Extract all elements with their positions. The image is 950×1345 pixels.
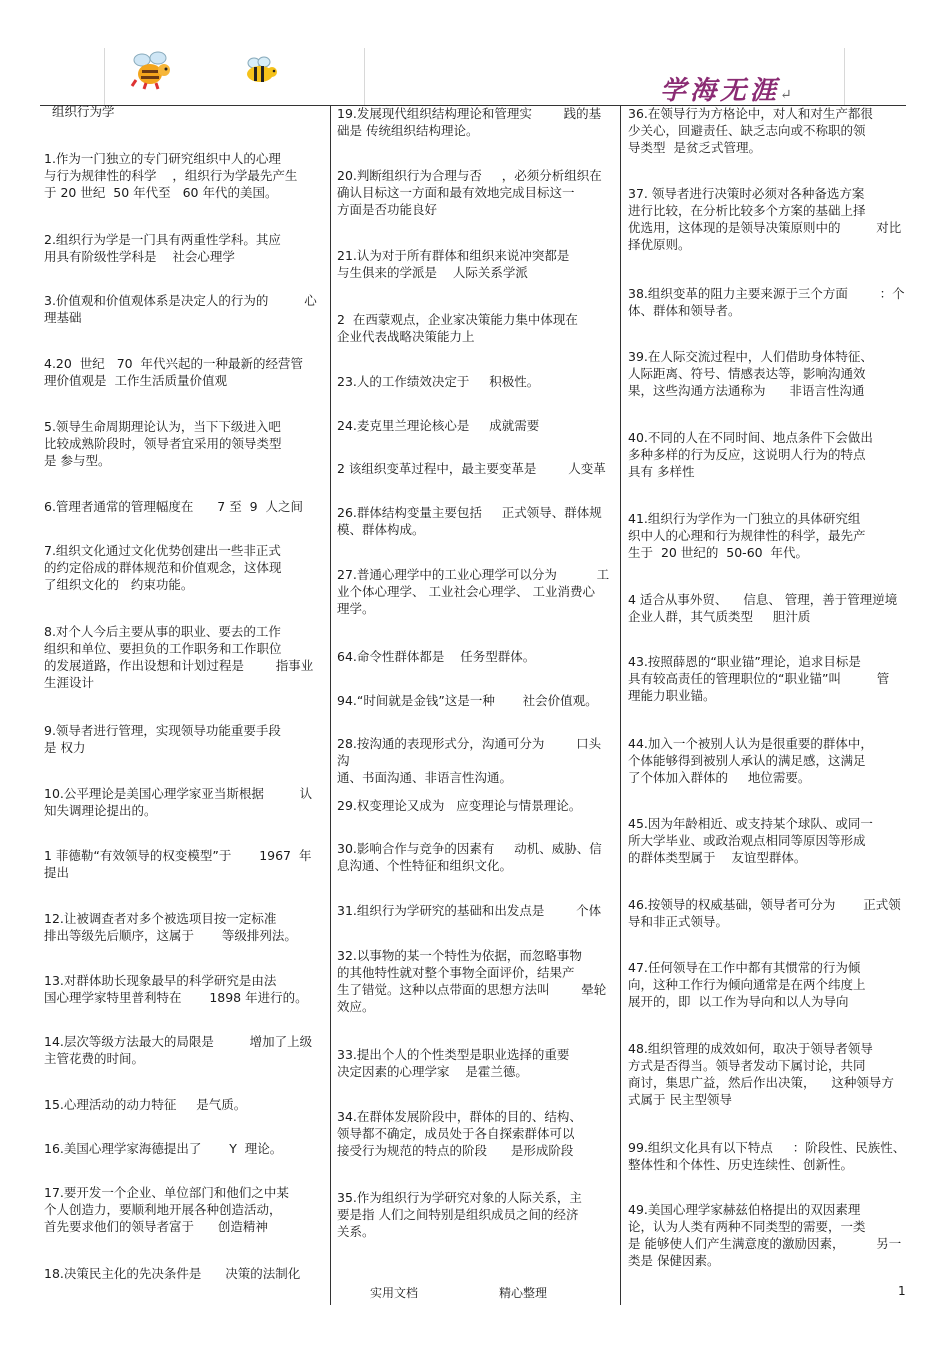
question-item: 45.因为年龄相近、或支持某个球队、或同一 所大学毕业、或政治观点相同等原因等形成 的群体类型属于 友谊型群体。	[628, 816, 873, 865]
question-item: 47.任何领导在工作中都有其惯常的行为倾 向，这种工作行为倾向通常是在两个纬度上 展开的，即 以工作为导向和以人为导向	[628, 960, 866, 1009]
question-item: 5.领导生命周期理论认为，当下下级进入吧 比较成熟阶段时，领导者宜采用的领导类型 是 参与型。	[44, 419, 282, 468]
question-item: 6.管理者通常的管理幅度在 7 至 9 人之间	[44, 499, 304, 514]
question-item: 9.领导者进行管理，实现领导功能重要手段 是 权力	[44, 723, 281, 755]
question-item: 21.认为对于所有群体和组织来说冲突都是 与生俱来的学派是 人际关系学派	[337, 248, 570, 280]
question-item: 36.在领导行为方格论中，对人和对生产都很 少关心，回避责任、缺乏志向或不称职的领 导类型 是贫乏式管理。	[628, 106, 873, 155]
question-item: 23.人的工作绩效决定于 积极性。	[337, 374, 540, 389]
question-item: 17.要开发一个企业、单位部门和他们之中某 个人创造力，要顺利地开展各种创造活动， 首先要求他们的领导者富于 创造精神	[44, 1185, 289, 1234]
question-item: 2.组织行为学是一门具有两重性学科。其应 用具有阶级性学科是 社会心理学	[44, 232, 281, 264]
question-item: 4.20 世纪 70 年代兴起的一种最新的经营管 理价值观是 工作生活质量价值观	[44, 356, 304, 388]
question-item: 40.不同的人在不同时间、地点条件下会做出 多种多样的行为反应，这说明人行为的特点 具有 多样性	[628, 430, 873, 479]
question-item: 33.提出个人的个性类型是职业选择的重要 决定因素的心理学家 是霍兰德。	[337, 1047, 570, 1079]
question-item: 28.按沟通的表现形式分，沟通可分为 口头沟 通、书面沟通、非语言性沟通。	[337, 736, 602, 785]
header-faint-rule-right	[844, 48, 845, 105]
page-number: 1	[898, 1284, 906, 1298]
question-item: 49.美国心理学家赫兹伯格提出的双因素理 论，认为人类有两种不同类型的需要，一类 是 能够使人们产生满意度的激励因素， 另一 类是 保健因素。	[628, 1202, 902, 1268]
question-item: 1.作为一门独立的专门研究组织中人的心理 与行为规律性的科学 ，组织行为学最先产生 于 20 世纪 50 年代至 60 年代的美国。	[44, 151, 298, 200]
return-mark-icon: ↵	[780, 87, 796, 103]
question-item: 46.按领导的权威基础，领导者可分为 正式领 导和非正式领导。	[628, 897, 901, 929]
question-item: 19.发展现代组织结构理论和管理实 践的基 础是 传统组织结构理论。	[337, 106, 602, 138]
question-item: 10.公平理论是美国心理学家亚当斯根据 认 知失调理论提出的。	[44, 786, 313, 818]
question-item: 30.影响合作与竞争的因素有 动机、威胁、信 息沟通、个性特征和组织文化。	[337, 841, 602, 873]
footer-left-text: 实用文档	[370, 1286, 419, 1300]
question-item: 13.对群体助长现象最早的科学研究是由法 国心理学家特里普利特在 1898 年进行的。	[44, 973, 308, 1005]
question-item: 29.权变理论又成为 应变理论与情景理论。	[337, 798, 582, 813]
question-item: 20.判断组织行为合理与否 ，必须分析组织在 确认目标这一方面和最有效地完成目标这一 方面是否功能良好	[337, 168, 602, 217]
question-item: 48.组织管理的成效如何，取决于领导者领导 方式是否得当。领导者发动下属讨论，共同 商讨，集思广益，然后作出决策， 这种领导方 式属于 民主型领导	[628, 1041, 894, 1107]
question-item: 94.“时间就是金钱”这是一种 社会价值观。	[337, 693, 598, 708]
question-item: 43.按照薛恩的“职业锚”理论，追求目标是 具有较高责任的管理职位的“职业锚”叫 管 理能力职业锚。	[628, 654, 890, 703]
question-item: 8.对个人今后主要从事的职业、要去的工作 组织和单位、要担负的工作职务和工作职位 的发展道路，作出设想和计划过程是 指事业 生涯设计	[44, 624, 314, 690]
question-item: 1 菲德勒“有效领导的权变模型”于 1967 年 提出	[44, 848, 312, 880]
question-item: 26.群体结构变量主要包括 正式领导、群体规 模、群体构成。	[337, 505, 602, 537]
question-item: 31.组织行为学研究的基础和出发点是 个体	[337, 903, 602, 918]
question-item: 41.组织行为学作为一门独立的具体研究组 织中人的心理和行为规律性的科学，最先产 生于 20 世纪的 50-60 年代。	[628, 511, 866, 560]
question-item: 99.组织文化具有以下特点 ：阶段性、民族性、 整体性和个体性、历史连续性、创新性。	[628, 1140, 906, 1172]
question-item: 2 在西蒙观点，企业家决策能力集中体现在 企业代表战略决策能力上	[337, 312, 578, 344]
question-item: 39.在人际交流过程中，人们借助身体特征、 人际距离、符号、情感表达等，影响沟通效 果，这些沟通方法通称为 非语言性沟通	[628, 349, 873, 398]
question-item: 18.决策民主化的先决条件是 决策的法制化	[44, 1266, 301, 1281]
question-item: 34.在群体发展阶段中，群体的目的、结构、 领导都不确定，成员处于各自探索群体可以 接受行为规范的特点的阶段 是形成阶段	[337, 1109, 582, 1158]
question-item: 14.层次等级方法最大的局限是 增加了上级 主管花费的时间。	[44, 1034, 313, 1066]
question-item: 24.麦克里兰理论核心是 成就需要	[337, 418, 540, 433]
question-item: 15.心理活动的动力特征 是气质。	[44, 1097, 247, 1112]
column-divider-left	[330, 105, 331, 1305]
question-item: 4 适合从事外贸、 信息、 管理，善于管理逆境 企业人群，其气质类型 胆汁质	[628, 592, 898, 624]
bee-mascot-icon	[128, 50, 176, 90]
brand-logo-text: 学海无涯	[660, 76, 781, 106]
small-bee-icon	[242, 56, 280, 84]
question-item: 12.让被调查者对多个被选项目按一定标准 排出等级先后顺序，这属于 等级排列法。	[44, 911, 297, 943]
question-item: 38.组织变革的阻力主要来源于三个方面 ：个 体、群体和领导者。	[628, 286, 905, 318]
column-heading: 组织行为学	[52, 104, 115, 119]
question-item: 7.组织文化通过文化优势创建出一些非正式 的约定俗成的群体规范和价值观念，这体现 了组织文化的 约束功能。	[44, 543, 282, 592]
question-item: 3.价值观和价值观体系是决定人的行为的 心 理基础	[44, 293, 317, 325]
brand-logo	[660, 70, 796, 107]
question-item: 64.命令性群体都是 任务型群体。	[337, 649, 536, 664]
question-item: 37. 领导者进行决策时必须对各种备选方案 进行比较，在分析比较多个方案的基础上择 优选用，这体现的是领导决策原则中的 对比 择优原则。	[628, 186, 902, 252]
question-item: 35.作为组织行为学研究对象的人际关系，主 要是指 人们之间特别是组织成员之间的经济 关系。	[337, 1190, 582, 1239]
header-faint-rule-middle	[364, 48, 365, 105]
question-item: 27.普通心理学中的工业心理学可以分为 工 业个体心理学、 工业社会心理学、 工业消费心 理学。	[337, 567, 610, 616]
question-item: 16.美国心理学家海德提出了 Y 理论。	[44, 1141, 283, 1156]
footer-right-text: 精心整理	[499, 1286, 548, 1300]
question-item: 2 该组织变革过程中，最主要变革是 人变革	[337, 461, 606, 476]
column-divider-right	[620, 105, 621, 1305]
question-item: 44.加入一个被别人认为是很重要的群体中， 个体能够得到被别人承认的满足感，这满足 了个体加入群体的 地位需要。	[628, 736, 873, 785]
header-faint-rule-left	[104, 48, 105, 105]
question-item: 32.以事物的某一个特性为依据，而忽略事物 的其他特性就对整个事物全面评价，结果产 生了错觉。这种以点带面的思想方法叫 晕轮 效应。	[337, 948, 607, 1014]
